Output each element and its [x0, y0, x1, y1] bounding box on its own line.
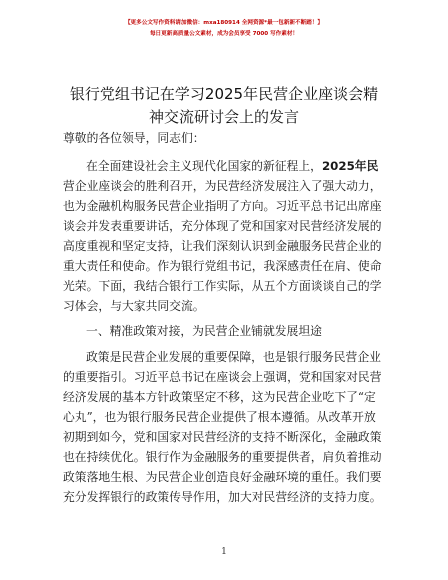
document-title-line-1: 银行党组书记在学习2025年民营企业座谈会精 — [69, 85, 379, 103]
document-title-line-2: 神交流研讨会上的发言 — [148, 108, 299, 126]
paragraph-2-line-4: 心丸”，也为银行服务民营企业提供了根本遵循。从改革开放 — [63, 410, 376, 424]
paragraph-1-text-before-year: 在全面建设社会主义现代化国家的新征程上， — [86, 159, 322, 173]
paragraph-2-line-1: 政策是民营企业发展的重要保障，也是银行服务民营企业 — [86, 350, 381, 364]
paragraph-1-line-5: 高度重视和坚定支持，让我们深刻认识到金融服务民营企业的 — [63, 239, 382, 253]
paragraph-1-line-4: 谈会并发表重要讲话，充分体现了党和国家对民营经济发展的 — [63, 219, 382, 233]
paragraph-1-line-1 — [86, 159, 378, 173]
paragraph-1-text-after-year: 年民 — [354, 159, 379, 173]
paragraph-1-line-7: 光荣。下面，我结合银行工作实际，从五个方面谈谈自己的学 — [63, 279, 382, 293]
paragraph-2-line-5: 初期到如今，党和国家对民营经济的支持不断深化，金融政策 — [63, 430, 382, 444]
year-highlight: 2025 — [321, 159, 355, 173]
paragraph-1-line-3: 也为金融机构服务民营企业指明了方向。习近平总书记出席座 — [63, 199, 382, 213]
paragraph-2-line-6: 也在持续优化。银行作为金融服务的重要提供者，肩负着推动 — [63, 450, 382, 464]
paragraph-2-line-8: 充分发挥银行的政策传导作用，加大对民营经济的支持力度。 — [63, 490, 382, 504]
section-1-heading: 一、精准政策对接，为民营企业铺就发展坦途 — [86, 324, 322, 338]
salutation: 尊敬的各位领导，同志们： — [63, 131, 205, 145]
paragraph-2-line-7: 政策落地生根、为民营企业创造良好金融环境的重任。我们要 — [63, 470, 382, 484]
page-number: 1 — [221, 547, 227, 557]
paragraph-1-line-6: 重大责任和使命。作为银行党组书记，我深感责任在肩、使命 — [63, 259, 382, 273]
promo-banner-line-1: 【更多公文写作资料请加微信：mxa180914 全网资源*最一包新新不断踏！】 — [124, 20, 324, 26]
promo-banner-line-2: 每日更新高质量公文素材，成为会员享受 7000 写作素材！ — [149, 31, 299, 37]
paragraph-2-line-3: 经济发展的基本方针政策坚定不移，这为民营企业吃下了“定 — [63, 390, 376, 404]
paragraph-1-line-8: 习体会，与大家共同交流。 — [63, 299, 205, 313]
paragraph-2-line-2: 的重要指引。习近平总书记在座谈会上强调，党和国家对民营 — [63, 370, 382, 384]
paragraph-1-line-2: 营企业座谈会的胜利召开，为民营经济发展注入了强大动力， — [63, 179, 382, 193]
